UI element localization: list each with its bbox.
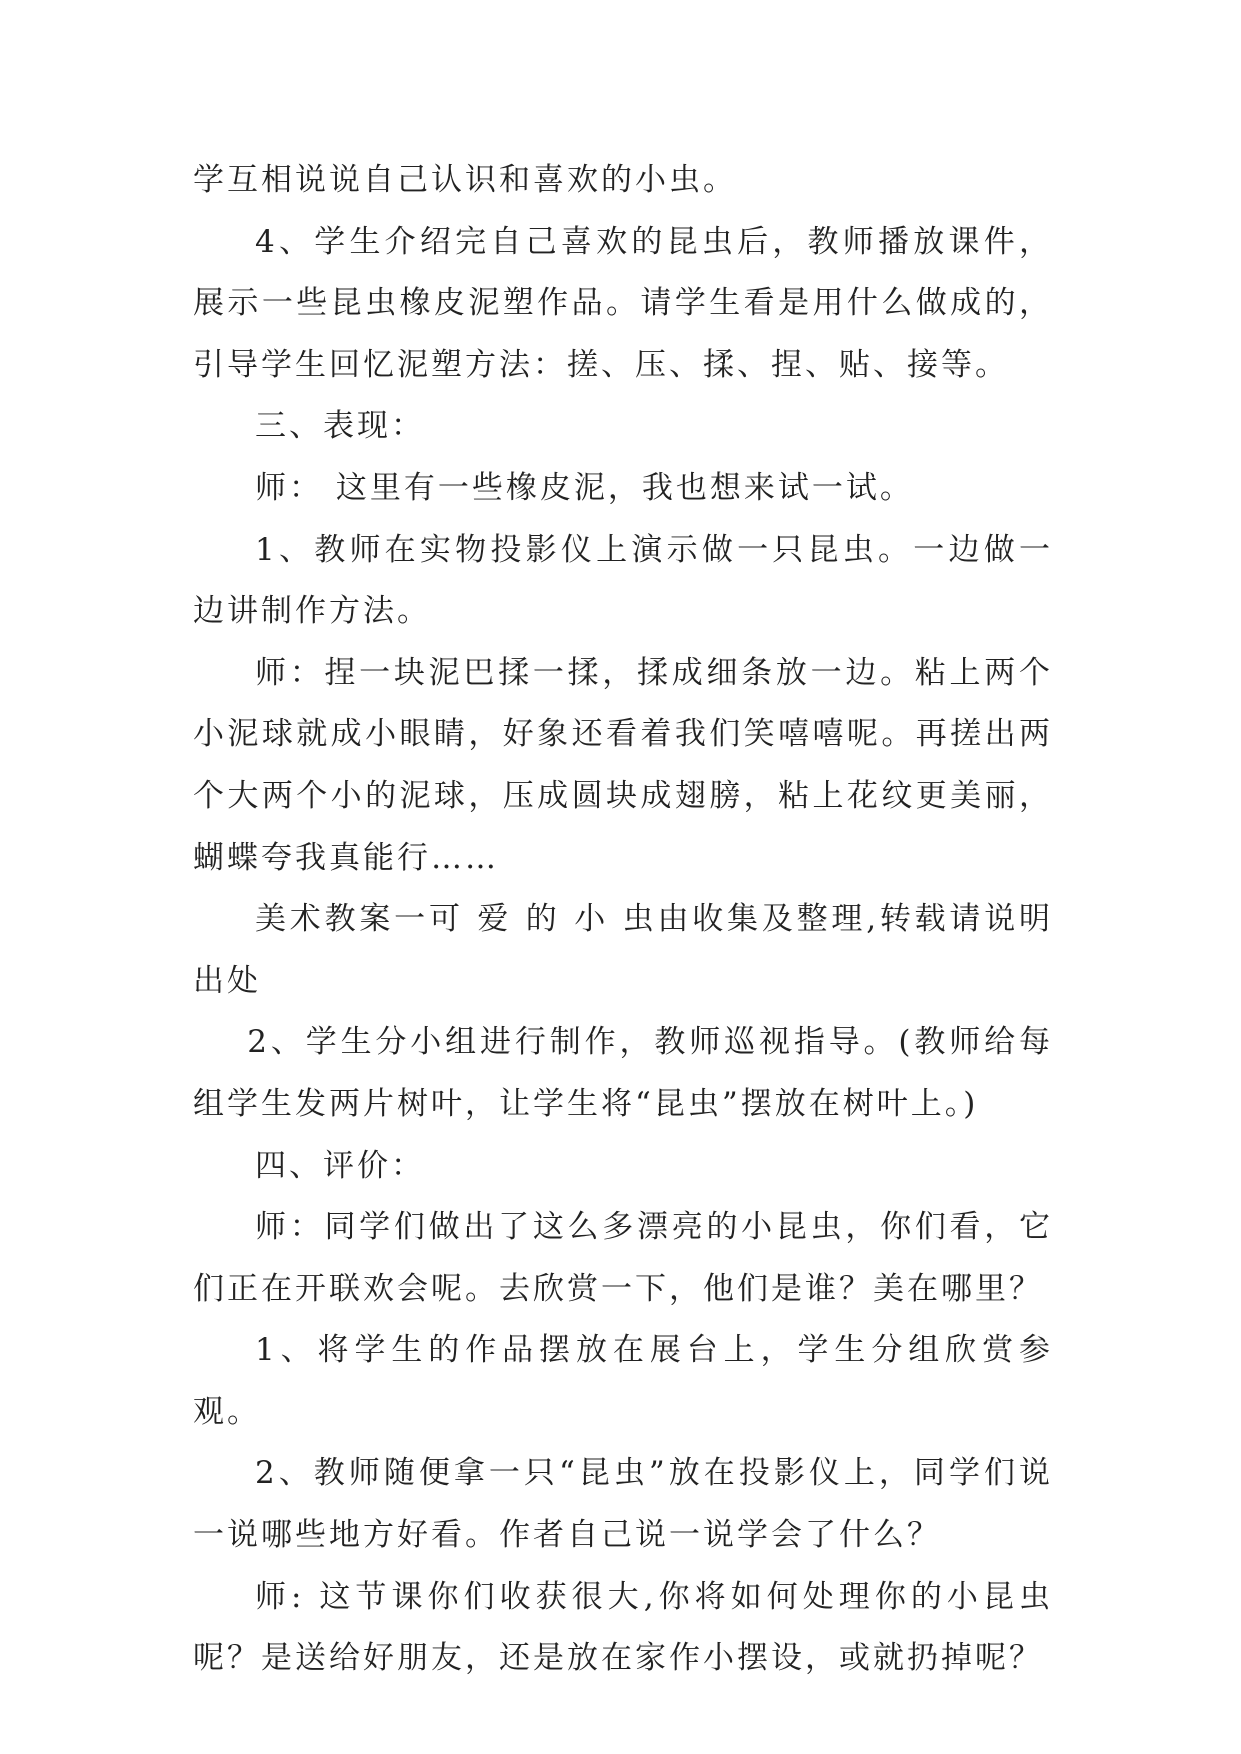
paragraph-teacher-intro: 师： 这里有一些橡皮泥，我也想来试一试。 (255, 469, 914, 506)
paragraph-continuation: 学互相说说自己认识和喜欢的小虫。 (193, 162, 737, 198)
paragraph-teacher-closing: 师: 这节课你们收获很大,你将如何处理你的小昆虫呢？是送给好朋友，还是放在家作小摆设，或就扔掉呢？ (193, 1578, 1053, 1677)
paragraph-step-2: 2、学生分小组进行制作，教师巡视指导。(教师给每组学生发两片树叶，让学生将“昆虫”摆放在树叶上。) (193, 1024, 1053, 1122)
paragraph-eval-step-1: 1、将学生的作品摆放在展台上，学生分组欣赏参观。 (193, 1332, 1053, 1430)
paragraph-step-1: 1、教师在实物投影仪上演示做一只昆虫。一边做一边讲制作方法。 (193, 531, 1053, 630)
paragraph-teacher-praise: 师：同学们做出了这么多漂亮的小昆虫，你们看，它们正在开联欢会呢。去欣赏一下，他们是谁？美在哪里？ (193, 1209, 1053, 1307)
document-body (193, 150, 1053, 1690)
paragraph-source-note: 美术教案一可 爱 的 小 虫由收集及整理,转载请说明出处 (193, 901, 1053, 999)
paragraph-teacher-demo: 师：捏一块泥巴揉一揉，揉成细条放一边。粘上两个小泥球就成小眼睛，好象还看着我们笑嘻嘻呢。再搓出两个大两个小的泥球，压成圆块成翅膀，粘上花纹更美丽，蝴蝶夸我真能行…… (193, 654, 1053, 876)
paragraph-step-4: 4、学生介绍完自己喜欢的昆虫后，教师播放课件，展示一些昆虫橡皮泥塑作品。请学生看是用什么做成的，引导学生回忆泥塑方法：搓、压、揉、捏、贴、接等。 (193, 223, 1053, 383)
section-heading-evaluation: 四、评价： (255, 1147, 425, 1184)
paragraph-eval-step-2: 2、教师随便拿一只“昆虫”放在投影仪上，同学们说一说哪些地方好看。作者自己说一说学会了什么？ (193, 1455, 1053, 1554)
section-heading-performance: 三、表现： (255, 408, 425, 445)
